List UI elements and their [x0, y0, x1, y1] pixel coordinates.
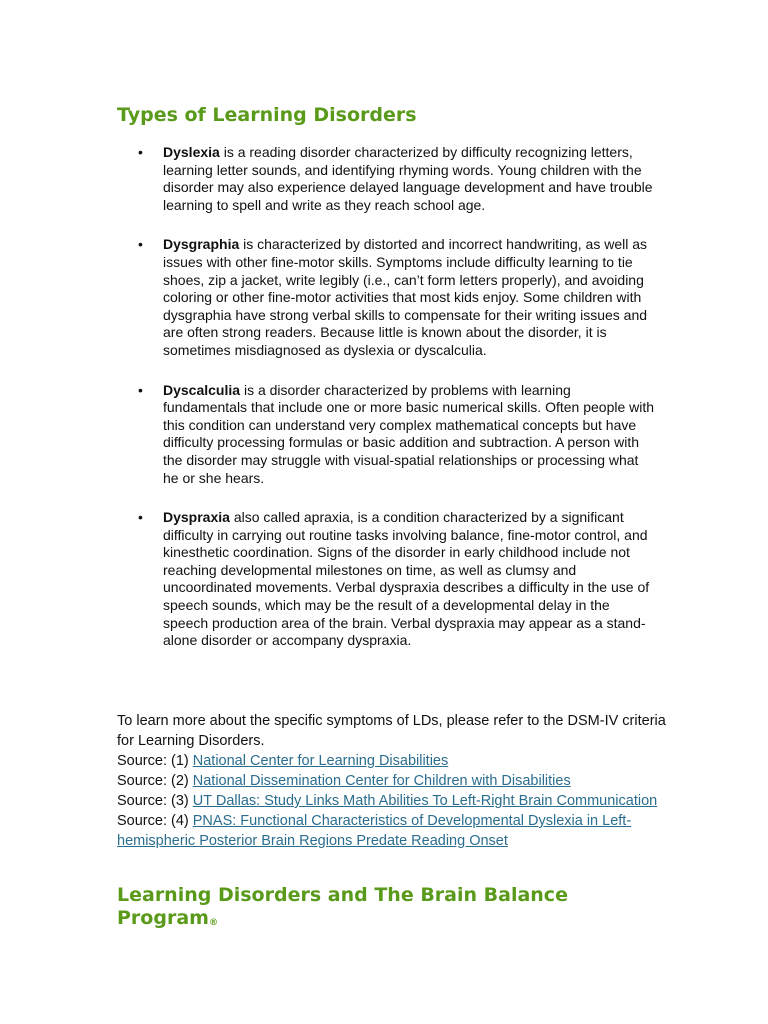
intro-paragraph: To learn more about the specific symptoms of LDs, please refer to the DSM-IV criteria for Learning Disorders. [117, 713, 666, 749]
source-prefix: Source: (3) [117, 793, 193, 809]
source-prefix: Source: (4) [117, 813, 193, 829]
source-line-1 [117, 751, 677, 771]
source-link-4[interactable]: PNAS: Functional Characteristics of Developmental Dyslexia in Left-hemispheric Posterior Brain Regions Predate Reading Onset [117, 813, 632, 849]
term-dyscalculia: Dyscalculia [163, 381, 241, 398]
bullet-icon: • [138, 381, 143, 398]
bullet-icon: • [138, 236, 143, 253]
description-dyslexia: is a reading disorder characterized by difficulty recognizing letters, learning letter sounds, and identifying rhyming words. Young children with the disorder may also experience delayed language development and have trouble learning to spell and write as they reach school age. [163, 144, 653, 213]
bullet-icon: • [138, 144, 143, 160]
description-dyspraxia: also called apraxia, is a condition characterized by a significant difficulty in carrying out routine tasks involving balance, fine-motor control, and kinesthetic coordination. Signs of the disorder in early childhood include not reaching developmental milestones on time, as well as clumsy and uncoordinated movements. Verbal dyspraxia describes a difficulty in the use of speech sounds, which may be the result of a developmental delay in the speech production area of the brain. Verbal dyspraxia may appear as a stand-alone disorder or accompany dyspraxia. [163, 509, 650, 649]
list-item-dysgraphia [138, 236, 655, 359]
disorder-list [138, 144, 655, 672]
bullet-icon: • [138, 509, 143, 526]
references-block [117, 711, 677, 851]
list-item-dyscalculia [138, 381, 655, 488]
source-link-2[interactable]: National Dissemination Center for Children with Disabilities [192, 773, 571, 789]
list-item-dyspraxia [138, 509, 655, 650]
section-heading-types: Types of Learning Disorders [117, 104, 417, 126]
source-prefix: Source: (2) [117, 773, 193, 789]
term-dysgraphia: Dysgraphia [163, 236, 240, 253]
source-line-3 [117, 791, 677, 811]
source-line-4 [117, 811, 677, 851]
registered-mark: ® [208, 918, 218, 928]
list-item-dyslexia [138, 144, 655, 214]
source-link-3[interactable]: UT Dallas: Study Links Math Abilities To Left-Right Brain Communication [192, 793, 658, 809]
heading-text: Learning Disorders and The Brain Balance Program [117, 884, 568, 929]
term-dyspraxia: Dyspraxia [163, 509, 230, 526]
source-link-1[interactable]: National Center for Learning Disabilities [192, 753, 449, 769]
term-dyslexia: Dyslexia [163, 144, 220, 160]
source-line-2 [117, 771, 677, 791]
description-dysgraphia: is characterized by distorted and incorrect handwriting, as well as issues with other fine-motor skills. Symptoms include difficulty learning to tie shoes, zip a jacket, write legibly (i.e., can’t form letters properly), and avoiding coloring or other fine-motor activities that most kids enjoy. Some children with dysgraphia have strong verbal skills to compensate for their writing issues and are often strong readers. Because little is known about the disorder, it is sometimes misdiagnosed as dyslexia or dyscalculia. [163, 236, 648, 358]
description-dyscalculia: is a disorder characterized by problems with learning fundamentals that include one or more basic numerical skills. Often people with this condition can understand very complex mathematical concepts but have difficulty processing formulas or basic addition and subtraction. A person with the disorder may struggle with visual-spatial relationships or processing what he or she hears. [163, 381, 655, 486]
source-prefix: Source: (1) [117, 753, 193, 769]
section-heading-brain-balance [117, 884, 637, 934]
